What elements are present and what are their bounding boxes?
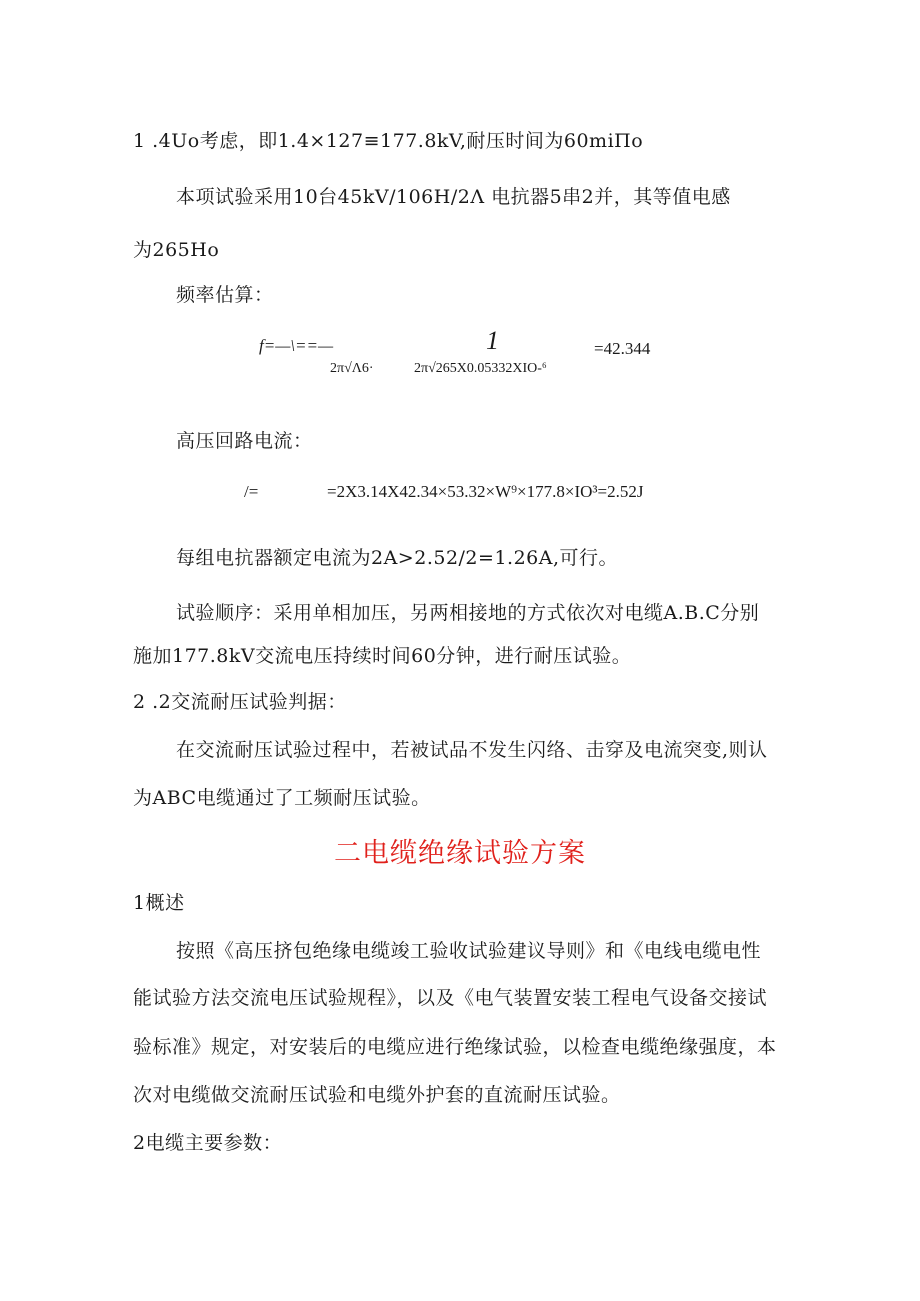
formula-frequency-numerator: 1 [486,326,499,355]
paragraph-frequency-label: 频率估算： [176,284,274,306]
formula-current-rhs: =2X3.14X42.34×53.32×W⁹×177.8×IO³=2.52J [327,482,644,501]
formula-frequency-denominator-1: 2π√Λ6· [330,361,374,376]
paragraph-rated-current: 每组电抗器额定电流为2A>2.52/2=1.26A,可行。 [176,547,619,569]
formula-frequency-lhs: f=—\==— [259,336,334,355]
paragraph-current-label: 高压回路电流： [176,430,313,452]
formula-current-lhs: /= [244,482,259,501]
paragraph-cable-params-title: 2电缆主要参数： [133,1132,283,1154]
paragraph-reactor-line2: 为265Ho [133,239,220,261]
paragraph-overview-line1: 按照《高压挤包绝缘电缆竣工验收试验建议导则》和《电线电缆电性 [176,940,762,962]
paragraph-test-sequence-line2: 施加177.8kV交流电压持续时间60分钟，进行耐压试验。 [133,645,632,667]
paragraph-criteria-title: 2 .2交流耐压试验判据： [133,691,347,713]
paragraph-criteria-line1: 在交流耐压试验过程中，若被试品不发生闪络、击穿及电流突变,则认 [176,739,768,761]
section-heading: 二电缆绝缘试验方案 [334,838,586,869]
formula-frequency-result: =42.344 [594,339,651,358]
paragraph-overview-title: 1概述 [133,892,185,914]
paragraph-reactor-line1: 本项试验采用10台45kV/106H/2Λ 电抗器5串2并，其等值电感 [176,186,731,208]
formula-frequency-denominator-2: 2π√265X0.05332XIO-⁶ [414,361,547,376]
paragraph-overview-line2: 能试验方法交流电压试验规程》，以及《电气装置安装工程电气设备交接试 [133,987,768,1009]
paragraph-criteria-line2: 为ABC电缆通过了工频耐压试验。 [133,787,431,809]
paragraph-overview-line3: 验标准》规定，对安装后的电缆应进行绝缘试验，以检查电缆绝缘强度，本 [133,1036,777,1058]
paragraph-test-voltage: 1 .4Uo考虑，即1.4×127≡177.8kV,耐压时间为60miΠo [133,130,644,152]
paragraph-overview-line4: 次对电缆做交流耐压试验和电缆外护套的直流耐压试验。 [133,1084,621,1106]
paragraph-test-sequence-line1: 试验顺序：采用单相加压，另两相接地的方式依次对电缆A.B.C分别 [176,602,760,624]
